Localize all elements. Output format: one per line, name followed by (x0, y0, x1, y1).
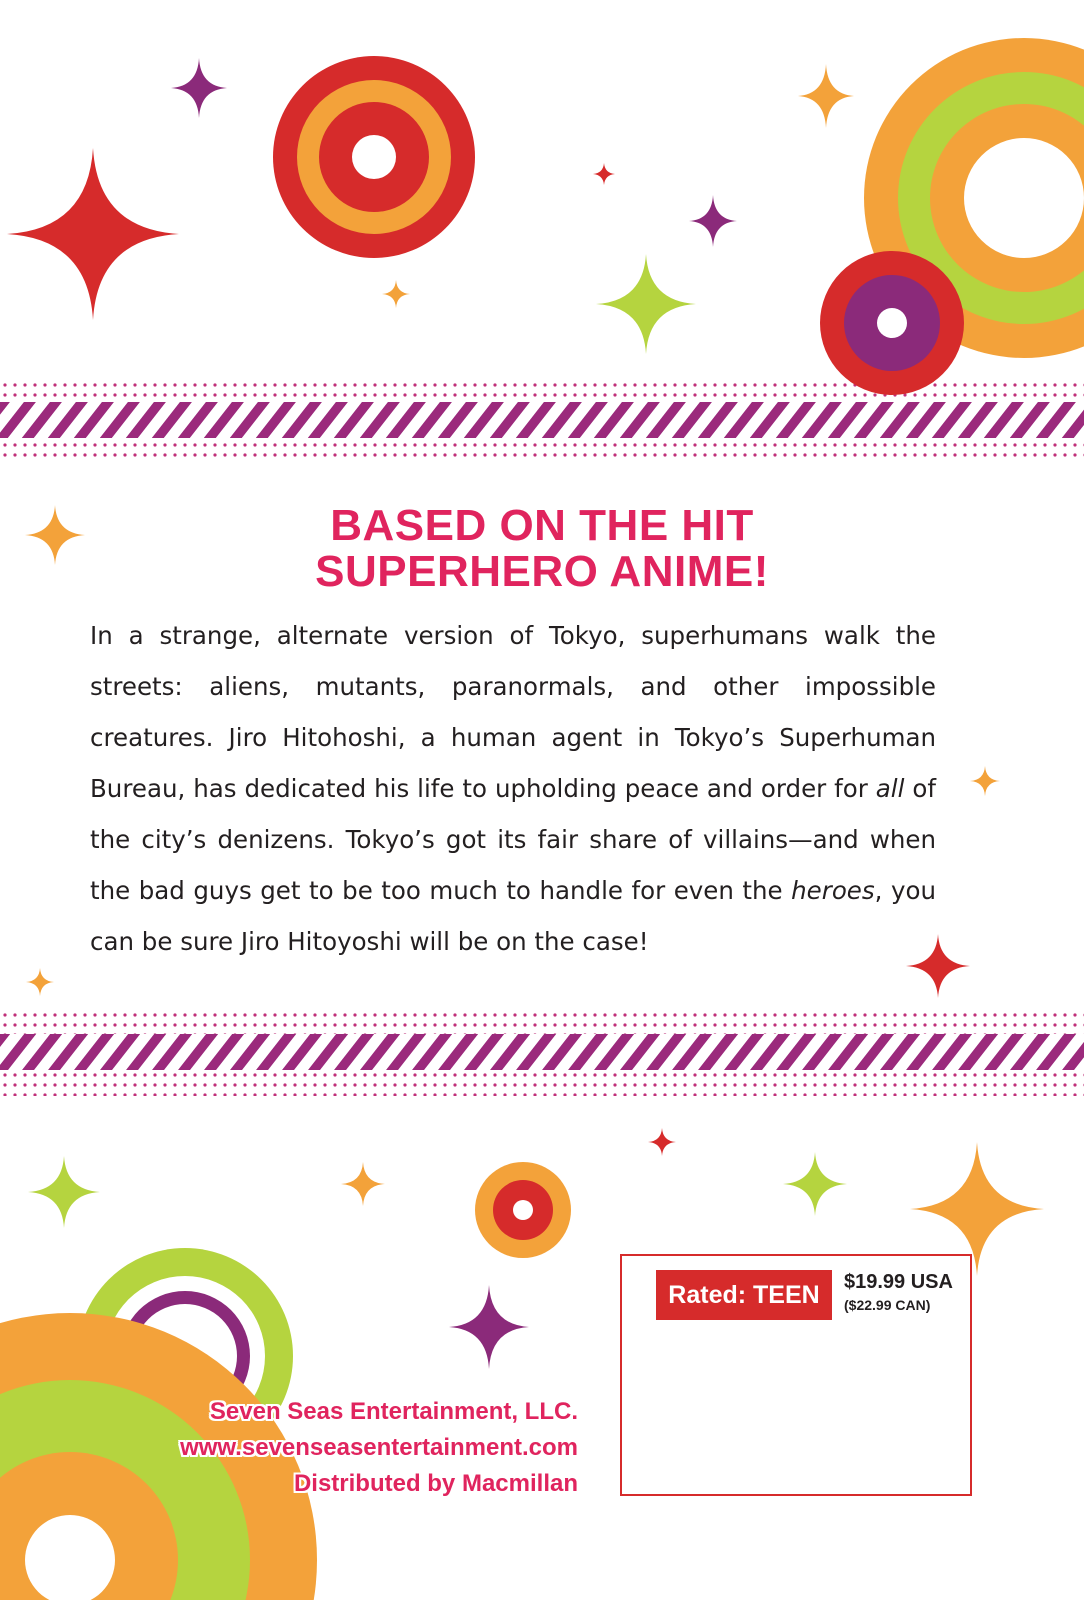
headline-line-1: BASED ON THE HIT (330, 501, 754, 550)
bottom-stripe-band (0, 1012, 1084, 1096)
blurb-part-2: of the city’s denizens. Tokyo’s got its fair share of villains—and when the bad guys get to be too much to handle for even the (90, 774, 936, 905)
publisher-info (180, 1394, 578, 1502)
ring-icon (820, 251, 964, 395)
sparkle-icon (970, 766, 1000, 796)
ring-icon (475, 1162, 571, 1258)
sparkle-icon (171, 58, 227, 118)
ring-icon (273, 56, 475, 258)
publisher-name: Seven Seas Entertainment, LLC. (209, 1398, 578, 1425)
sparkle-icon (783, 1152, 847, 1216)
sparkle-icon (648, 1128, 676, 1156)
blurb-italic-heroes: heroes (791, 876, 875, 905)
sparkle-icon (7, 148, 179, 320)
price-box (620, 1254, 972, 1496)
headline (0, 503, 1084, 595)
blurb-text (90, 610, 936, 967)
rating-badge: Rated: TEEN (656, 1270, 832, 1320)
sparkle-icon (449, 1285, 529, 1369)
headline-line-2: SUPERHERO ANIME! (315, 547, 769, 596)
sparkle-icon (596, 254, 696, 354)
price-can: ($22.99 CAN) (844, 1297, 931, 1313)
price-usa: $19.99 USA (844, 1271, 953, 1293)
sparkle-icon (689, 195, 737, 247)
top-stripe-band (0, 378, 1084, 460)
publisher-url[interactable]: www.sevenseasentertainment.com (180, 1434, 578, 1461)
publisher-distributor: Distributed by Macmillan (293, 1470, 578, 1497)
sparkle-icon (798, 64, 854, 128)
blurb-italic-all: all (875, 774, 905, 803)
blurb-part-1: In a strange, alternate version of Tokyo, superhumans walk the streets: aliens, mutants, paranormals, and other impossible creatures. Jiro Hitohoshi, a human agent in Tokyo’s Superhuman Bureau, has dedicated his life to upholding peace and order for (90, 621, 936, 803)
sparkle-icon (26, 968, 54, 996)
sparkle-icon (28, 1156, 100, 1228)
blurb-part-3: , you can be sure Jiro Hitoyoshi will be on the case! (90, 876, 936, 956)
blurb-paragraph (90, 610, 936, 967)
sparkle-icon (341, 1162, 385, 1206)
sparkle-icon (382, 280, 410, 308)
sparkle-icon (593, 163, 615, 185)
